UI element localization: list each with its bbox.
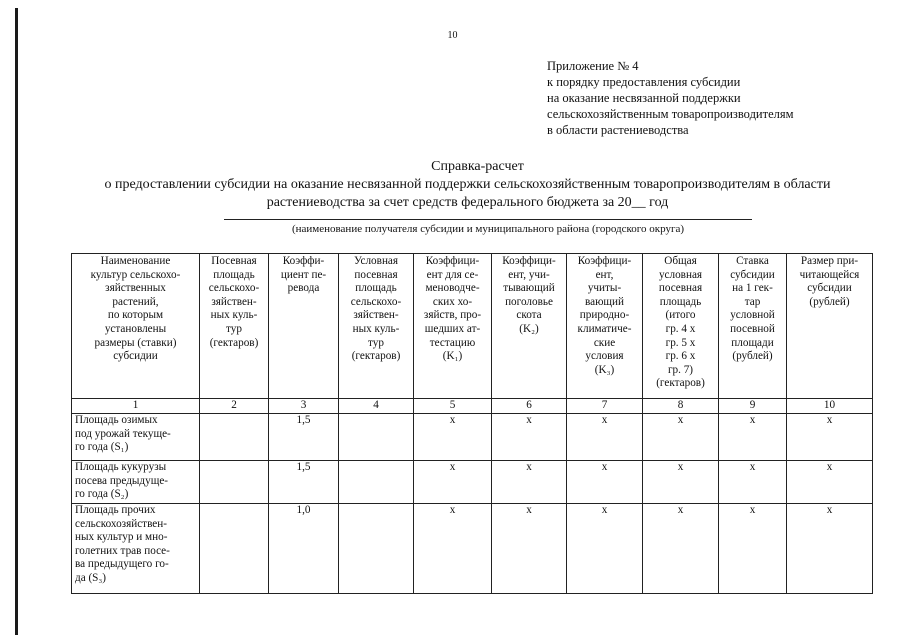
cell-text-line: ных культур и мно- [75, 531, 168, 544]
cell-text-line: x [749, 414, 756, 426]
cell-text-line: растений, [112, 295, 159, 308]
value-cell [787, 461, 873, 504]
cell-text-line: Условная [353, 255, 399, 267]
cell-text-line: 1 [132, 399, 139, 411]
cell-text-line: (гектаров) [656, 377, 705, 390]
cell-text-line: Посевная [211, 255, 257, 267]
column-number [492, 399, 567, 414]
row-label [72, 504, 200, 594]
value-cell [492, 461, 567, 504]
input-cell[interactable] [339, 504, 414, 594]
column-number [719, 399, 787, 414]
recipient-caption: (наименование получателя субсидии и муниципального района (городского округа) [291, 223, 685, 235]
column-header-5 [414, 254, 492, 399]
cell-text-line: учиты- [587, 282, 622, 295]
column-header-10 [787, 254, 873, 399]
cell-text-line: зяйств, про- [423, 309, 482, 322]
column-header-2 [200, 254, 269, 399]
cell-text-line: ских хо- [432, 295, 473, 308]
value-cell [269, 461, 339, 504]
column-header-1 [72, 254, 200, 399]
cell-text-line: 2 [231, 399, 237, 411]
cell-text-line: зяйствен- [211, 295, 257, 308]
row-label [72, 461, 200, 504]
cell-text-line: посева предыдуще- [75, 474, 169, 487]
column-number [269, 399, 339, 414]
cell-text-line: x [526, 461, 532, 473]
appendix-block [547, 58, 794, 138]
cell-text-line: x [601, 414, 608, 426]
left-edge-scan-mark [15, 8, 18, 635]
cell-text-line: циент пе- [280, 268, 327, 281]
cell-text-line: (K₃) [594, 363, 615, 376]
cell-text-line: 4 [373, 399, 379, 411]
cell-text-line: Площадь кукурузы [75, 461, 167, 473]
cell-text-line: тур [226, 322, 242, 335]
value-cell [719, 461, 787, 504]
cell-text-line: 1,0 [296, 504, 311, 516]
cell-text-line: x [526, 414, 532, 426]
cell-text-line: шедших ат- [424, 322, 481, 335]
subtitle-line: растениеводства за счет средств федерального бюджета за 20__ год [266, 195, 669, 210]
cell-text-line: условия [585, 350, 624, 363]
input-cell[interactable] [200, 504, 269, 594]
cell-text-line: (гектаров) [351, 350, 401, 363]
cell-text-line: скота [516, 309, 542, 322]
cell-text-line: x [526, 504, 532, 516]
cell-text-line: под урожай текуще- [75, 427, 171, 440]
cell-text-line: условной [730, 309, 775, 322]
cell-text-line: природно- [579, 309, 630, 322]
cell-text-line: размеры (ставки) [94, 336, 177, 349]
cell-text-line: 8 [677, 399, 684, 411]
cell-text-line: субсидии [730, 268, 775, 281]
cell-text-line: Коэффици- [577, 255, 632, 267]
cell-text-line: x [826, 414, 833, 426]
cell-text-line: x [449, 461, 456, 473]
value-cell [414, 504, 492, 594]
cell-text-line: (K₁) [442, 350, 463, 363]
cell-text-line: ревода [287, 282, 320, 295]
value-cell [787, 414, 873, 461]
cell-text-line: площадь [355, 282, 397, 295]
table-row [72, 414, 873, 461]
column-number-row [72, 399, 873, 414]
appendix-line: на оказание несвязанной поддержки [547, 91, 741, 105]
document-subtitle [70, 176, 865, 212]
cell-text-line: Площадь озимых [75, 414, 158, 426]
cell-text-line: субсидии [113, 350, 158, 363]
table-row [72, 461, 873, 504]
column-number [787, 399, 873, 414]
cell-text-line: сельскохо- [350, 295, 402, 308]
cell-text-line: сельскохозяйствен- [75, 517, 167, 530]
value-cell [414, 414, 492, 461]
cell-text-line: Коэффици- [425, 255, 480, 267]
input-cell[interactable] [339, 414, 414, 461]
cell-text-line: тар [744, 295, 761, 308]
cell-text-line: Площадь прочих [75, 504, 156, 516]
row-label [72, 414, 200, 461]
cell-text-line: x [749, 504, 756, 516]
cell-text-line: (K₂) [519, 322, 539, 335]
cell-text-line: 10 [823, 399, 836, 411]
cell-text-line: гр. 5 x [665, 336, 696, 349]
value-cell [643, 414, 719, 461]
document-title: Справка-расчет [431, 159, 524, 174]
cell-text-line: Общая [664, 255, 697, 267]
value-cell [269, 504, 339, 594]
cell-text-line: 1,5 [296, 461, 311, 473]
cell-text-line: посевная [354, 268, 398, 281]
column-number [567, 399, 643, 414]
column-number [72, 399, 200, 414]
cell-text-line: го года (S₂) [75, 488, 129, 501]
cell-text-line: ных куль- [352, 322, 400, 335]
appendix-line: к порядку предоставления субсидии [547, 75, 741, 89]
cell-text-line: 3 [300, 399, 307, 411]
cell-text-line: x [677, 504, 684, 516]
value-cell [643, 461, 719, 504]
input-cell[interactable] [200, 414, 269, 461]
cell-text-line: (гектаров) [209, 336, 259, 349]
cell-text-line: x [677, 414, 684, 426]
cell-text-line: на 1 гек- [732, 282, 773, 295]
cell-text-line: (итого [665, 309, 696, 322]
value-cell [414, 461, 492, 504]
cell-text-line: зяйствен- [353, 309, 399, 322]
value-cell [567, 504, 643, 594]
column-header-4 [339, 254, 414, 399]
cell-text-line: культур сельскохо- [90, 268, 181, 281]
cell-text-line: тывающий [503, 282, 555, 295]
recipient-name-line[interactable] [224, 219, 752, 220]
value-cell [269, 414, 339, 461]
cell-text-line: Коэффи- [282, 255, 325, 267]
cell-text-line: x [601, 461, 608, 473]
column-header-3 [269, 254, 339, 399]
cell-text-line: условная [658, 268, 703, 281]
cell-text-line: сельскохо- [208, 282, 260, 295]
cell-text-line: площадь [659, 295, 702, 308]
cell-text-line: ент для се- [426, 268, 479, 281]
appendix-line: в области растениеводства [547, 123, 689, 137]
cell-text-line: читающейся [799, 268, 860, 281]
column-number [339, 399, 414, 414]
input-cell[interactable] [339, 461, 414, 504]
cell-text-line: x [601, 504, 608, 516]
cell-text-line: тестацию [429, 336, 476, 349]
cell-text-line: Наименование [100, 255, 171, 267]
cell-text-line: зяйственных [105, 282, 166, 295]
appendix-line: Приложение № 4 [547, 59, 639, 73]
cell-text-line: ент, учи- [508, 268, 550, 281]
cell-text-line: климатиче- [577, 322, 632, 335]
header-row [72, 254, 873, 399]
cell-text-line: да (S₃) [75, 571, 107, 584]
column-header-6 [492, 254, 567, 399]
table-body [72, 254, 873, 594]
cell-text-line: Размер при- [800, 255, 859, 267]
cell-text-line: x [826, 504, 833, 516]
value-cell [492, 504, 567, 594]
cell-text-line: тур [368, 336, 384, 349]
page-number: 10 [447, 30, 458, 41]
value-cell [567, 461, 643, 504]
cell-text-line: площади [731, 336, 774, 349]
table-row [72, 504, 873, 594]
cell-text-line: вающий [584, 295, 625, 308]
cell-text-line: посевной [730, 322, 775, 335]
cell-text-line: установлены [104, 322, 167, 335]
value-cell [719, 504, 787, 594]
cell-text-line: 5 [449, 399, 456, 411]
cell-text-line: ва предыдущего го- [75, 558, 169, 571]
cell-text-line: субсидии [807, 282, 852, 295]
calculation-table [71, 253, 873, 594]
cell-text-line: ент, [595, 268, 614, 281]
subtitle-line: о предоставлении субсидии на оказание несвязанной поддержки сельскохозяйственным товаропроизводителям в области [104, 177, 831, 192]
cell-text-line: (рублей) [732, 350, 773, 363]
cell-text-line: x [449, 414, 456, 426]
cell-text-line: 9 [749, 399, 756, 411]
cell-text-line: голетних трав посе- [75, 544, 170, 557]
cell-text-line: 7 [601, 399, 608, 411]
cell-text-line: x [749, 461, 756, 473]
cell-text-line: по которым [107, 309, 164, 322]
cell-text-line: x [449, 504, 456, 516]
cell-text-line: посевная [658, 282, 703, 295]
cell-text-line: гр. 4 x [665, 322, 696, 335]
cell-text-line: площадь [213, 268, 255, 281]
input-cell[interactable] [200, 461, 269, 504]
value-cell [719, 414, 787, 461]
value-cell [643, 504, 719, 594]
cell-text-line: ных куль- [210, 309, 258, 322]
cell-text-line: меноводче- [425, 282, 480, 295]
column-header-7 [567, 254, 643, 399]
cell-text-line: Коэффици- [502, 255, 556, 267]
cell-text-line: x [826, 461, 833, 473]
cell-text-line: гр. 6 x [665, 350, 696, 363]
cell-text-line: Ставка [736, 255, 769, 267]
cell-text-line: го года (S₁) [75, 441, 129, 454]
cell-text-line: (рублей) [809, 295, 850, 308]
value-cell [492, 414, 567, 461]
value-cell [787, 504, 873, 594]
cell-text-line: ские [593, 336, 616, 349]
cell-text-line: x [677, 461, 684, 473]
column-header-8 [643, 254, 719, 399]
column-number [414, 399, 492, 414]
cell-text-line: поголовье [505, 295, 553, 308]
cell-text-line: гр. 7) [667, 363, 694, 376]
cell-text-line: 6 [526, 399, 532, 411]
column-number [643, 399, 719, 414]
column-header-9 [719, 254, 787, 399]
appendix-line: сельскохозяйственным товаропроизводителям [547, 107, 794, 121]
value-cell [567, 414, 643, 461]
cell-text-line: 1,5 [296, 414, 311, 426]
column-number [200, 399, 269, 414]
